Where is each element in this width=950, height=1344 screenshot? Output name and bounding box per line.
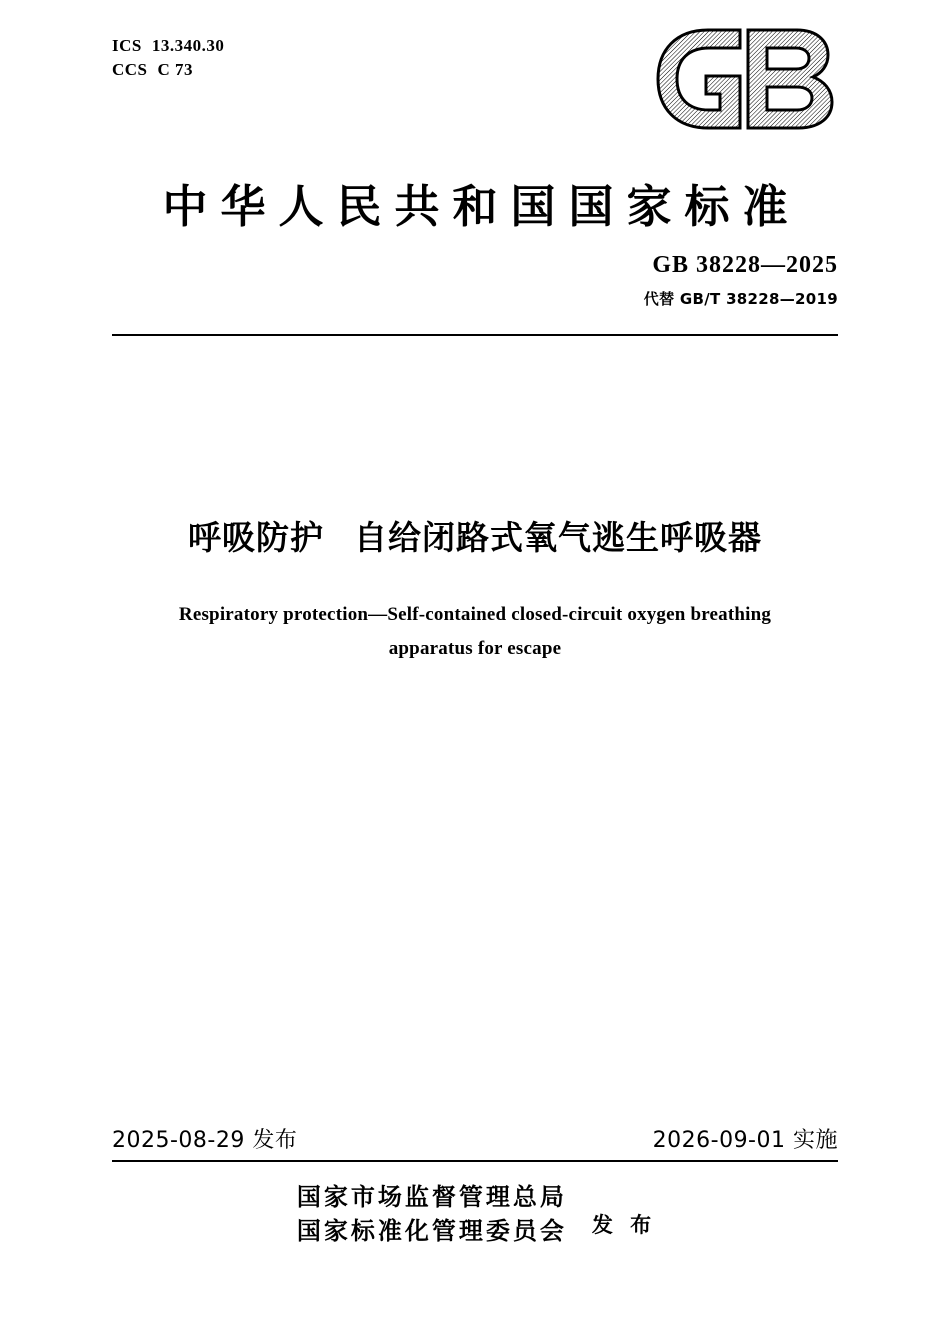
- classification-block: [112, 34, 224, 82]
- issuer-block: [0, 1180, 950, 1248]
- standard-replaces: 代替 GB/T 38228—2019: [643, 290, 838, 308]
- document-title-cn: [0, 512, 950, 559]
- effective-date: 2026-09-01 实施: [652, 1128, 838, 1153]
- ccs-value: C 73: [157, 60, 194, 79]
- ics-value: 13.340.30: [151, 36, 225, 55]
- document-title-en-line1: Respiratory protection—Self-contained closed-circuit oxygen breathing: [178, 604, 772, 625]
- document-title-en-line2: apparatus for escape: [388, 638, 562, 659]
- divider-top: [112, 334, 838, 336]
- issuer-line-2: 国家标准化管理委员会: [296, 1217, 567, 1245]
- issue-date: 2025-08-29 发布: [112, 1128, 298, 1153]
- document-title-en: [160, 598, 790, 666]
- issue-verb: 发 布: [591, 1213, 657, 1237]
- ics-line: [112, 34, 224, 58]
- ics-label: ICS: [112, 36, 142, 55]
- gb-emblem-icon: [652, 24, 842, 134]
- ccs-line: [112, 58, 224, 82]
- ccs-label: CCS: [112, 60, 148, 79]
- document-title-cn-part1: 呼吸防护: [188, 518, 324, 557]
- issuer-line-1: 国家市场监督管理总局: [296, 1183, 567, 1211]
- standard-number: GB 38228—2025: [652, 252, 838, 278]
- page-title: 中华人民共和国国家标准: [162, 180, 801, 233]
- issuer-names: [294, 1180, 567, 1248]
- divider-bottom: [112, 1160, 838, 1162]
- document-title-cn-part2: 自给闭路式氧气逃生呼吸器: [354, 518, 762, 557]
